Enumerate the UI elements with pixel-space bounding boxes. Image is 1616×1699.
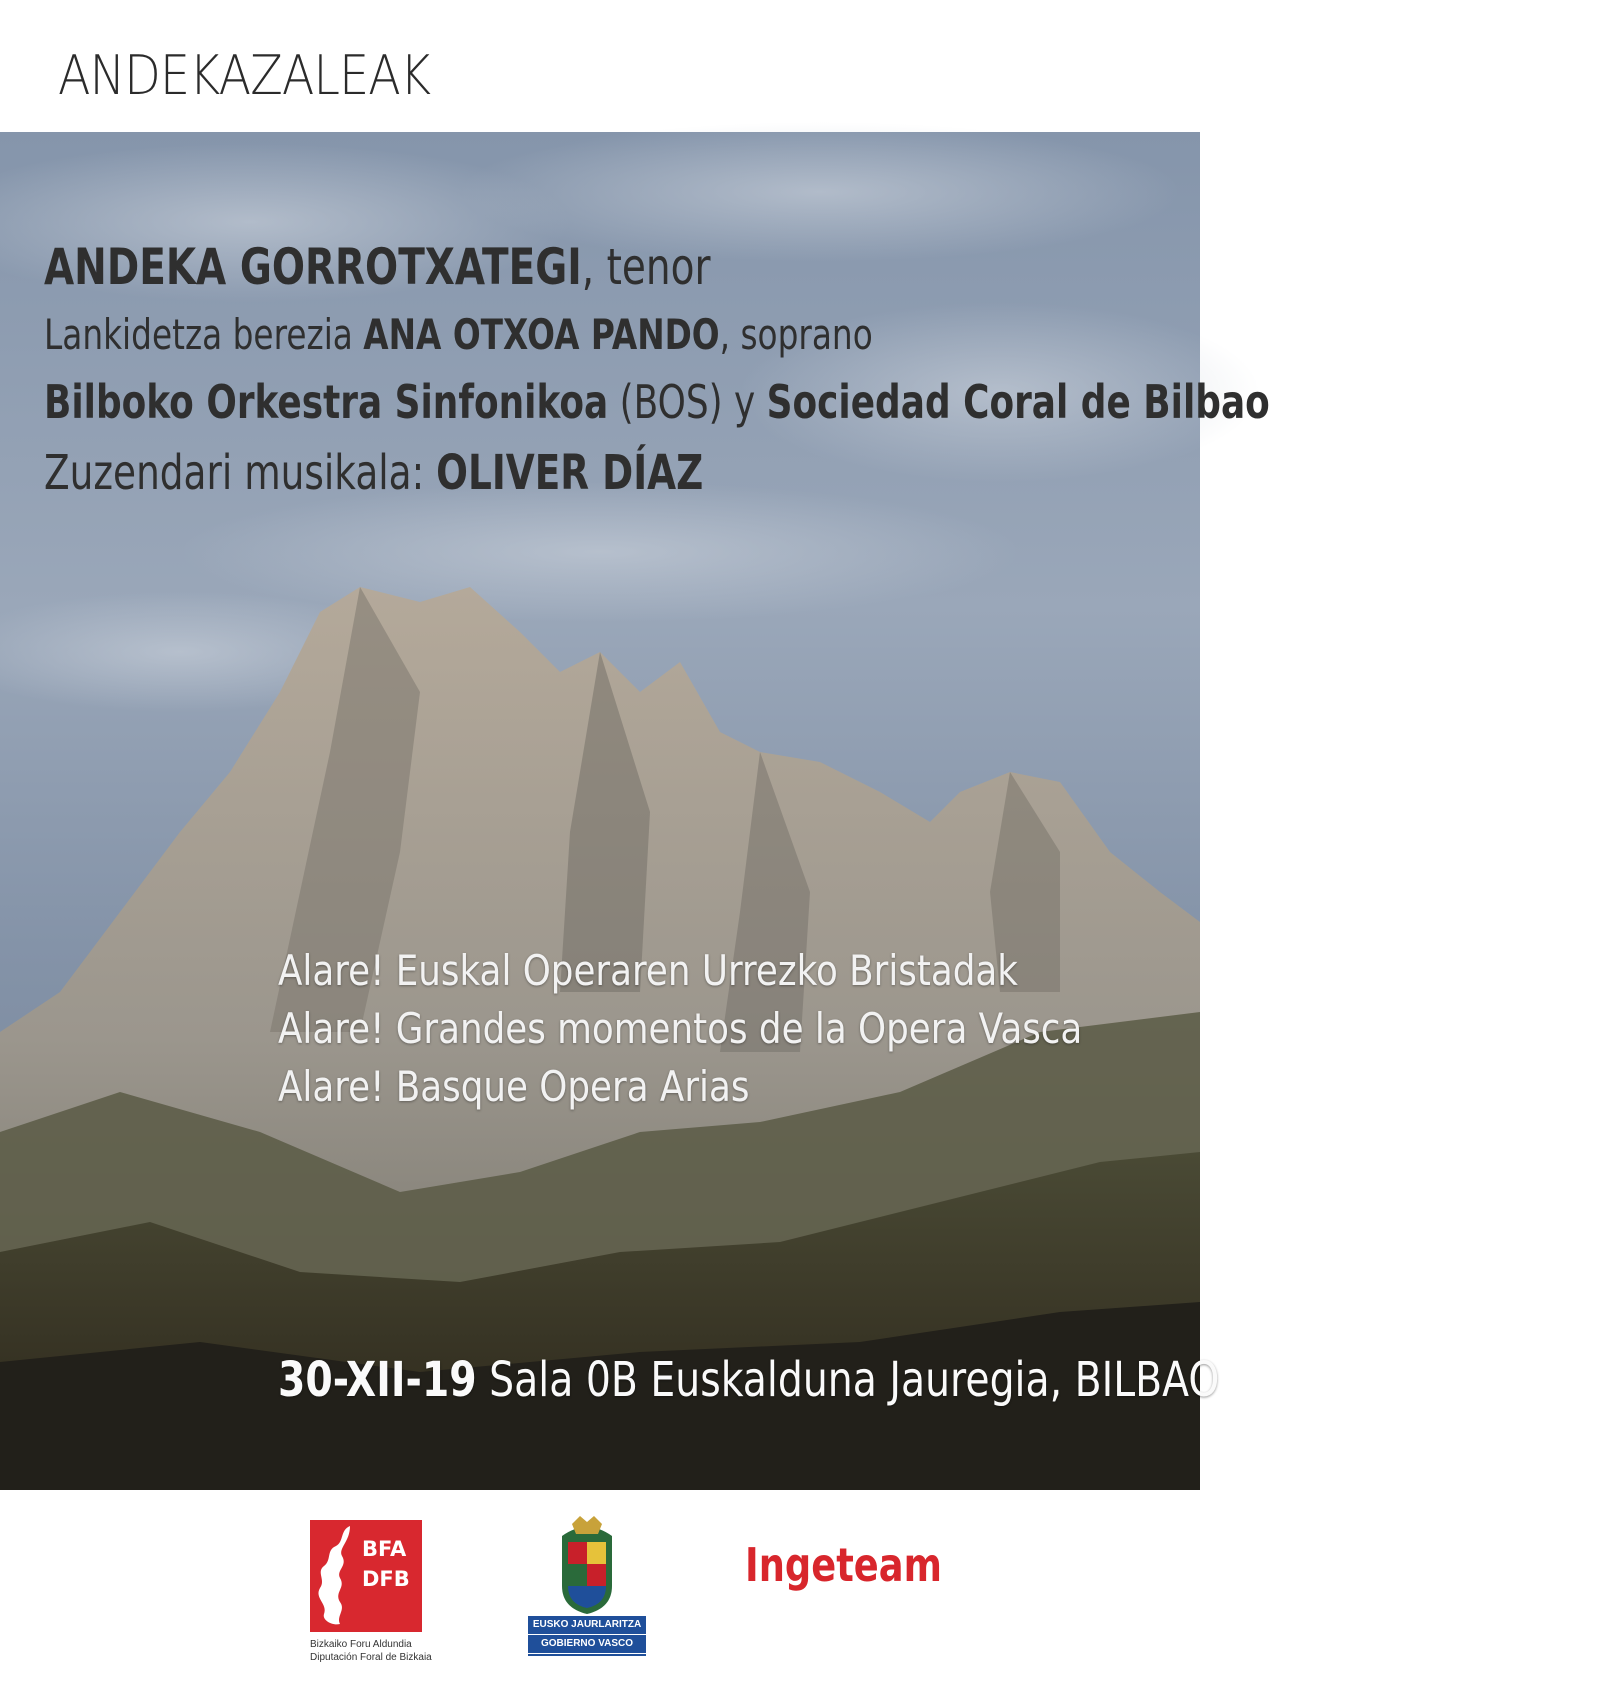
bfa-caption-basque: Bizkaiko Foru Aldundia — [310, 1639, 412, 1650]
soprano-prefix: Lankidetza berezia — [44, 310, 364, 359]
eusko-jaurlaritza-text: EUSKO JAURLARITZA — [528, 1616, 646, 1635]
poster-title: ANDEKAZALEAK — [58, 44, 431, 107]
header — [0, 0, 1200, 132]
program-titles — [278, 942, 1224, 1116]
event-info — [278, 1352, 1219, 1408]
tenor-name: ANDEKA GORROTXATEGI — [44, 238, 582, 296]
conductor-name: OLIVER DÍAZ — [436, 445, 704, 501]
soprano-role: , soprano — [719, 310, 873, 359]
coat-of-arms-icon — [528, 1516, 646, 1616]
dfb-text: DFB — [362, 1567, 410, 1591]
soprano-name: ANA OTXOA PANDO — [363, 310, 720, 359]
tenor-role: , tenor — [581, 238, 711, 296]
bfa-logo — [310, 1520, 422, 1632]
credit-tenor — [44, 238, 1270, 296]
ingeteam-logo: Ingeteam — [745, 1538, 942, 1592]
bfa-caption — [310, 1638, 432, 1664]
program-title-spanish: Alare! Grandes momentos de la Opera Vasca — [278, 1004, 1083, 1053]
gobierno-vasco-logo — [528, 1516, 646, 1656]
bfa-text: BFA — [362, 1537, 407, 1561]
choir-name: Sociedad Coral de Bilbao — [766, 375, 1270, 429]
credit-ensembles — [44, 375, 1270, 429]
credit-conductor — [44, 445, 1270, 501]
credits-block — [44, 238, 1616, 501]
orchestra-abbr: (BOS) y — [608, 375, 767, 429]
program-title-english: Alare! Basque Opera Arias — [278, 1062, 750, 1111]
oak-leaf-icon — [310, 1520, 370, 1632]
sponsors-footer — [0, 1490, 1200, 1699]
event-date: 30-XII-19 — [278, 1352, 477, 1408]
credit-soprano — [44, 310, 1270, 359]
gobierno-vasco-text: GOBIERNO VASCO — [528, 1635, 646, 1654]
conductor-prefix: Zuzendari musikala: — [44, 445, 437, 501]
orchestra-name: Bilboko Orkestra Sinfonikoa — [44, 375, 609, 429]
event-venue: Sala 0B Euskalduna Jauregia, BILBAO — [476, 1352, 1220, 1408]
bfa-caption-spanish: Diputación Foral de Bizkaia — [310, 1652, 432, 1663]
program-title-basque: Alare! Euskal Operaren Urrezko Bristadak — [278, 946, 1018, 995]
